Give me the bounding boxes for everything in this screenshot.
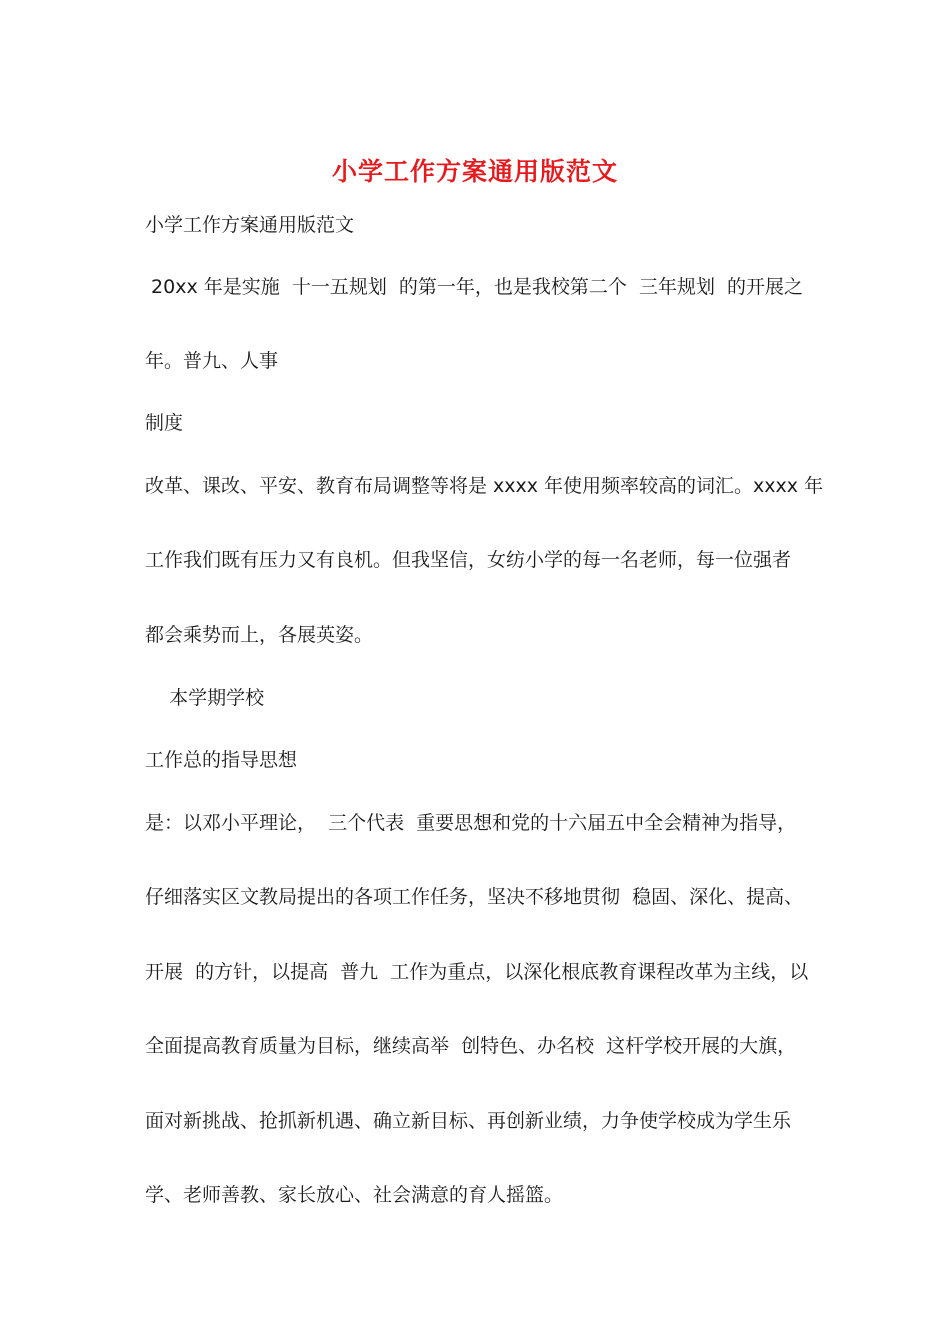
paragraph-line: 改革、课改、平安、教育布局调整等将是 xxxx 年使用频率较高的词汇。xxxx 年	[145, 475, 824, 497]
paragraph-line: 20xx 年是实施 十一五规划 的第一年，也是我校第二个 三年规划 的开展之	[145, 276, 804, 298]
paragraph-line: 工作总的指导思想	[145, 749, 298, 771]
paragraph-line: 都会乘势而上，各展英姿。	[145, 624, 374, 646]
paragraph-line: 工作我们既有压力又有良机。但我坚信，女纺小学的每一名老师，每一位强者	[145, 549, 792, 571]
document-title: 小学工作方案通用版范文	[331, 157, 618, 186]
paragraph-line: 面对新挑战、抢抓新机遇、确立新目标、再创新业绩，力争使学校成为学生乐	[145, 1110, 792, 1132]
paragraph-line: 小学工作方案通用版范文	[145, 214, 355, 236]
paragraph-line: 学、老师善教、家长放心、社会满意的育人摇篮。	[145, 1184, 564, 1206]
paragraph-line: 全面提高教育质量为目标，继续高举 创特色、办名校 这杆学校开展的大旗，	[145, 1035, 797, 1057]
paragraph-line: 年。普九、人事	[145, 350, 279, 372]
paragraph-line: 开展 的方针，以提高 普九 工作为重点，以深化根底教育课程改革为主线，以	[145, 961, 809, 983]
paragraph-line: 本学期学校	[145, 687, 265, 709]
paragraph-line: 仔细落实区文教局提出的各项工作任务，坚决不移地贯彻 稳固、深化、提高、	[145, 886, 804, 908]
paragraph-line: 制度	[145, 412, 184, 434]
paragraph-line: 是：以邓小平理论， 三个代表 重要思想和党的十六届五中全会精神为指导，	[145, 812, 797, 834]
